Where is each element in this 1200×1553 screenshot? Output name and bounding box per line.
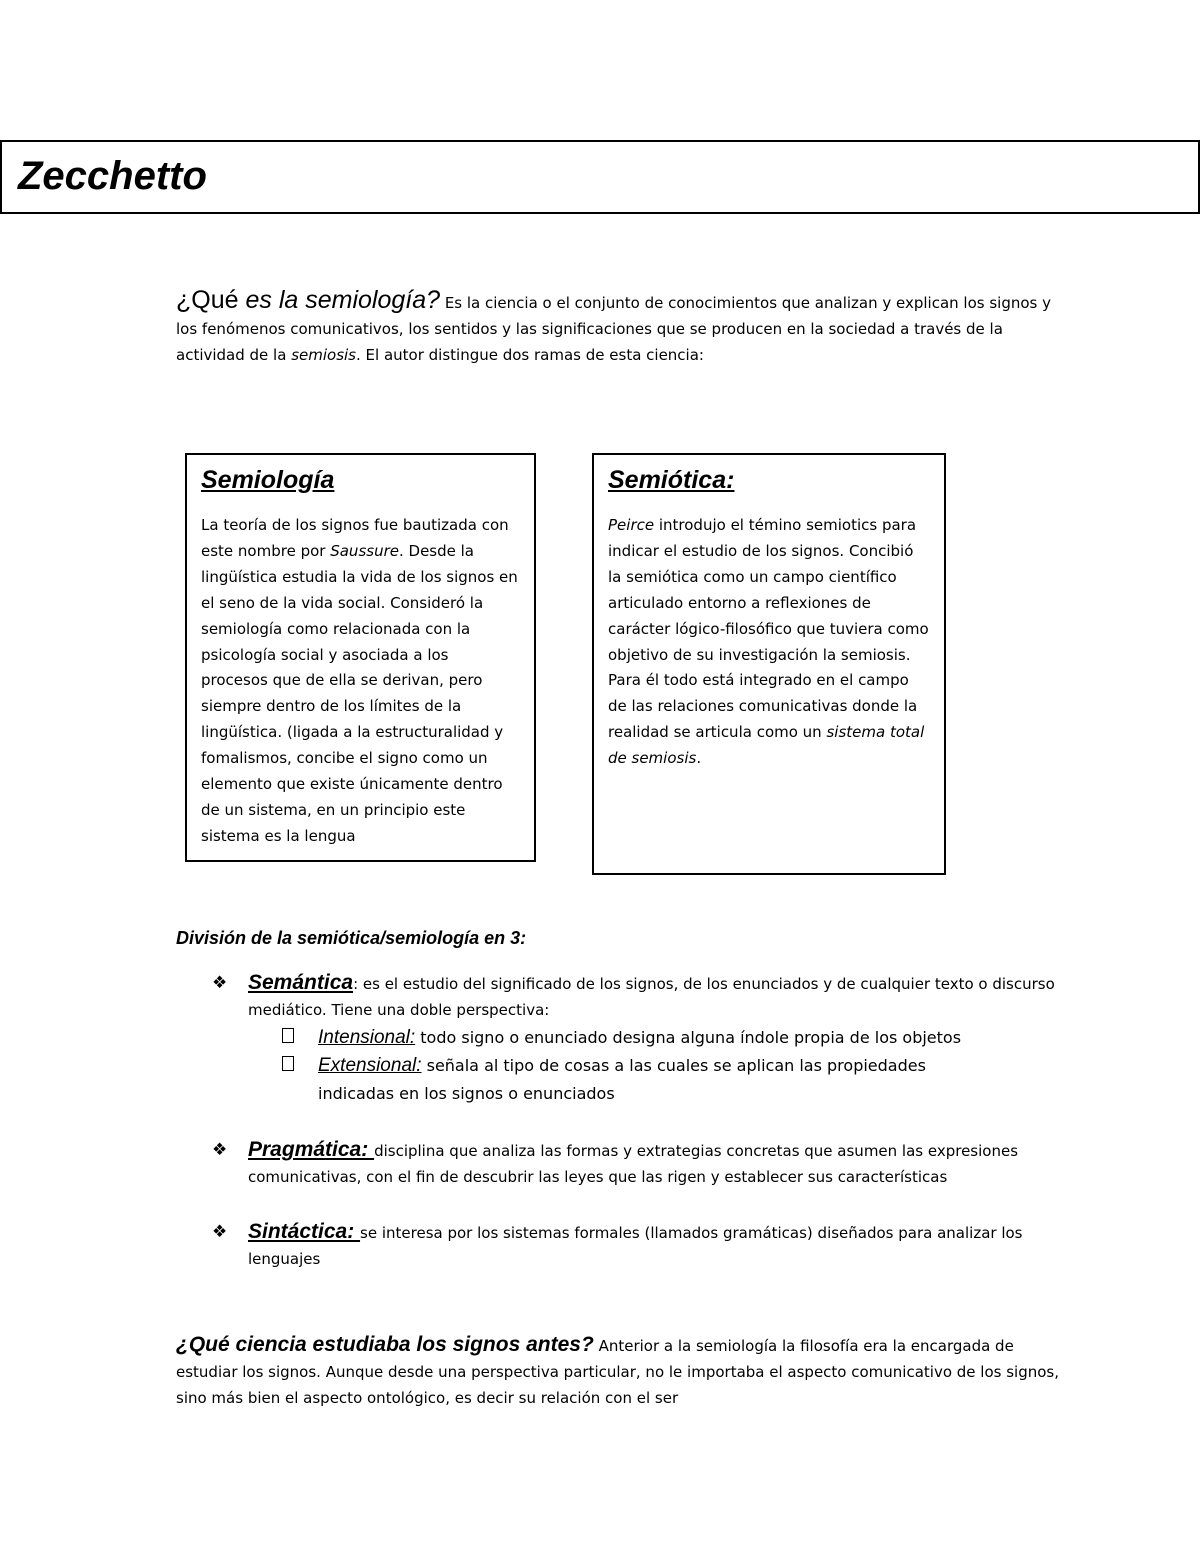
intro-paragraph — [176, 287, 1076, 368]
extensional-content — [318, 1052, 998, 1108]
diamond-bullet-icon: ❖ — [212, 1140, 228, 1159]
semiologia-text-2: . Desde la lingüística estudia la vida de los signos en el seno de la vida social. Consideró la semiología como relacionada con la psicología social y asociada a los procesos que de ella se derivan, pero siempre dentro de los límites de la lingüística. (ligada a la estructuralidad y fomalismos, concibe el signo como un elemento que existe únicamente dentro de un sistema, en un principio este sistema es la lengua — [201, 541, 518, 845]
intro-text-1: Es la ciencia o el conjunto de conocimientos que analizan y explican los signos y los fenómenos comunicativos, los sentidos y las significaciones que se producen en la sociedad a través de la actividad de la — [176, 294, 1051, 364]
intro-text-2: . El autor distingue dos ramas de esta ciencia: — [356, 346, 704, 364]
diamond-bullet-icon: ❖ — [212, 1222, 228, 1241]
division-title: División de la semiótica/semiología en 3: — [176, 928, 527, 948]
title-box — [0, 140, 1200, 214]
before-question: ¿Qué ciencia estudiaba los signos antes? — [176, 1333, 594, 1356]
semiotica-emphasis: sistema total de semiosis — [608, 723, 925, 768]
semiotica-box — [592, 453, 946, 875]
semiotica-text — [608, 513, 930, 772]
semiotica-text-2: . — [696, 749, 702, 768]
before-paragraph — [176, 1332, 1076, 1411]
square-bullet-icon — [282, 1056, 294, 1071]
semiotica-author: Peirce — [608, 516, 655, 534]
diamond-bullet-icon: ❖ — [212, 973, 228, 992]
document-title: Zecchetto — [18, 154, 207, 198]
semiologia-text-1: La teoría de los signos fue bautizada con este nombre por — [201, 516, 509, 560]
intensional-term: Intensional: — [318, 1027, 416, 1048]
intro-question-open: ¿Qué — [176, 286, 239, 314]
semiologia-box — [185, 453, 536, 862]
semantica-text: es el estudio del significado de los signos, de los enunciados y de cualquier texto o discurso mediático. Tiene una doble perspectiva: — [248, 975, 1055, 1019]
semiotica-text-1: introdujo el témino semiotics para indicar el estudio de los signos. Concibió la semiótica como un campo científico articulado entorno a reflexiones de carácter lógico-filosófico que tuviera como objetivo de su investigación la semiosis. Para él todo está integrado en el campo de las relaciones comunicativas donde la realidad se articula como un — [608, 516, 929, 742]
extensional-text: señala al tipo de cosas a las cuales se aplican las propiedades indicadas en los signos o enunciados — [318, 1056, 926, 1103]
square-bullet-icon — [282, 1028, 294, 1043]
semiologia-text — [201, 513, 520, 850]
sintactica-content — [248, 1219, 1068, 1272]
intro-question-rest: es la semiología? — [238, 286, 441, 314]
semantica-content — [248, 970, 1068, 1023]
before-text: Anterior a la semiología la filosofía era la encargada de estudiar los signos. Aunque desde una perspectiva particular, no le importaba el aspecto comunicativo de los signos, sino más bien el aspecto ontológico, es decir su relación con el ser — [176, 1337, 1059, 1407]
intro-question — [176, 286, 440, 314]
sintactica-term: Sintáctica: — [248, 1220, 361, 1243]
sintactica-text: se interesa por los sistemas formales (llamados gramáticas) diseñados para analizar los lenguajes — [248, 1224, 1023, 1268]
semiologia-title: Semiología — [201, 466, 335, 494]
semantica-sep: : — [353, 975, 359, 993]
intensional-text: todo signo o enunciado designa alguna índole propia de los objetos — [415, 1028, 962, 1047]
extensional-term: Extensional: — [318, 1055, 422, 1076]
semiotica-title: Semiótica: — [608, 466, 735, 494]
pragmatica-content — [248, 1137, 1068, 1190]
semiologia-author: Saussure — [330, 541, 399, 560]
semantica-term: Semántica — [248, 971, 354, 994]
pragmatica-text: disciplina que analiza las formas y extrategias concretas que asumen las expresiones comunicativas, con el fin de descubrir las leyes que las rigen y establecer sus características — [248, 1142, 1019, 1186]
intensional-content — [318, 1024, 998, 1052]
pragmatica-term: Pragmática: — [248, 1138, 375, 1161]
intro-term: semiosis — [291, 346, 356, 364]
